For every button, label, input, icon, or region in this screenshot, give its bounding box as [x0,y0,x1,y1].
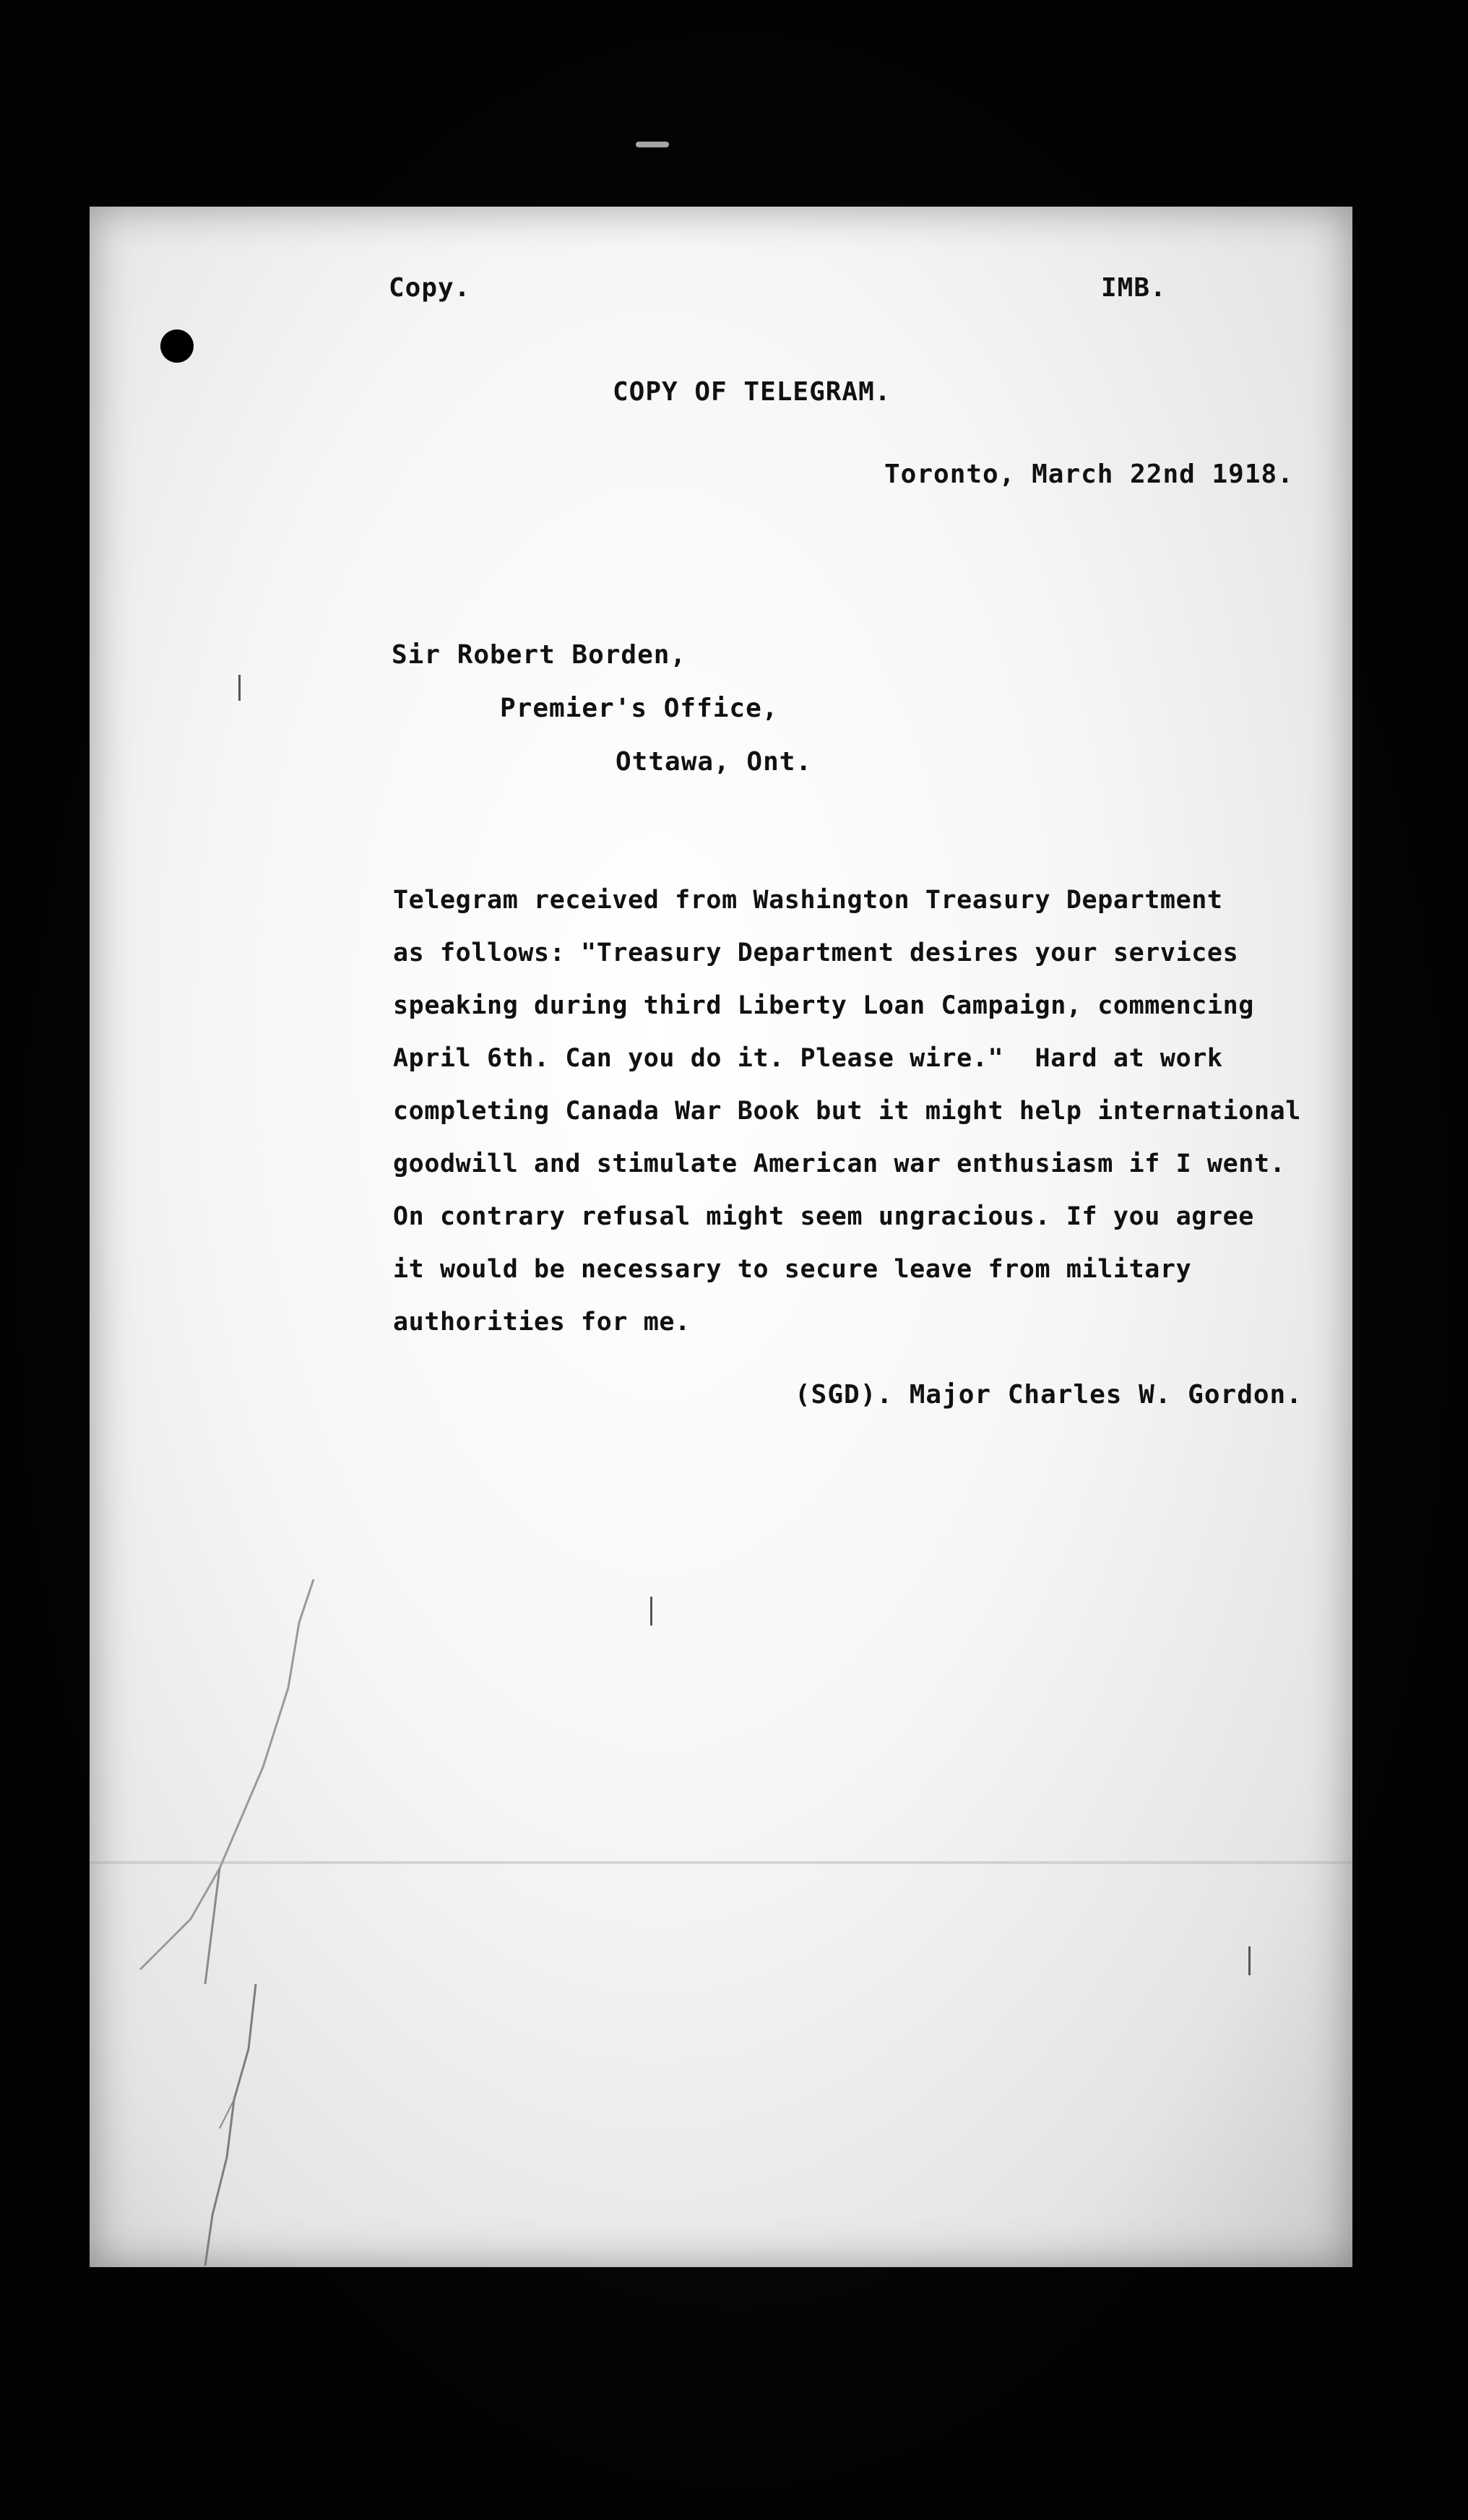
paper-crack-mark [133,1579,393,2266]
body-line: authorities for me. [393,1308,691,1337]
telegram-body [393,874,1325,1349]
telegram-page [90,207,1352,2267]
body-line: completing Canada War Book but it might help international [393,1097,1301,1126]
body-line: as follows: "Treasury Department desires your services [393,938,1239,967]
document-heading: COPY OF TELEGRAM. [613,377,891,407]
body-line: Telegram received from Washington Treasury Department [393,886,1223,915]
dust-speck [636,142,669,147]
body-line: On contrary refusal might seem ungracious. If you agree [393,1202,1254,1231]
stray-mark [1248,1946,1251,1975]
address-line-city: Ottawa, Ont. [616,747,813,777]
body-line: it would be necessary to secure leave from military [393,1255,1192,1284]
address-line-office: Premier's Office, [500,694,779,723]
stray-mark [650,1597,652,1626]
signature-line: (SGD). Major Charles W. Gordon. [795,1380,1303,1410]
address-line-recipient: Sir Robert Borden, [392,640,687,670]
body-line: April 6th. Can you do it. Please wire." Hard at work [393,1044,1223,1073]
body-line: speaking during third Liberty Loan Campaign, commencing [393,991,1254,1020]
punch-hole [160,329,194,363]
copy-label: Copy. [389,273,471,303]
reference-initials: IMB. [1101,273,1167,303]
body-line: goodwill and stimulate American war enthusiasm if I went. [393,1149,1286,1178]
stray-mark [238,675,241,701]
dateline: Toronto, March 22nd 1918. [884,459,1294,489]
